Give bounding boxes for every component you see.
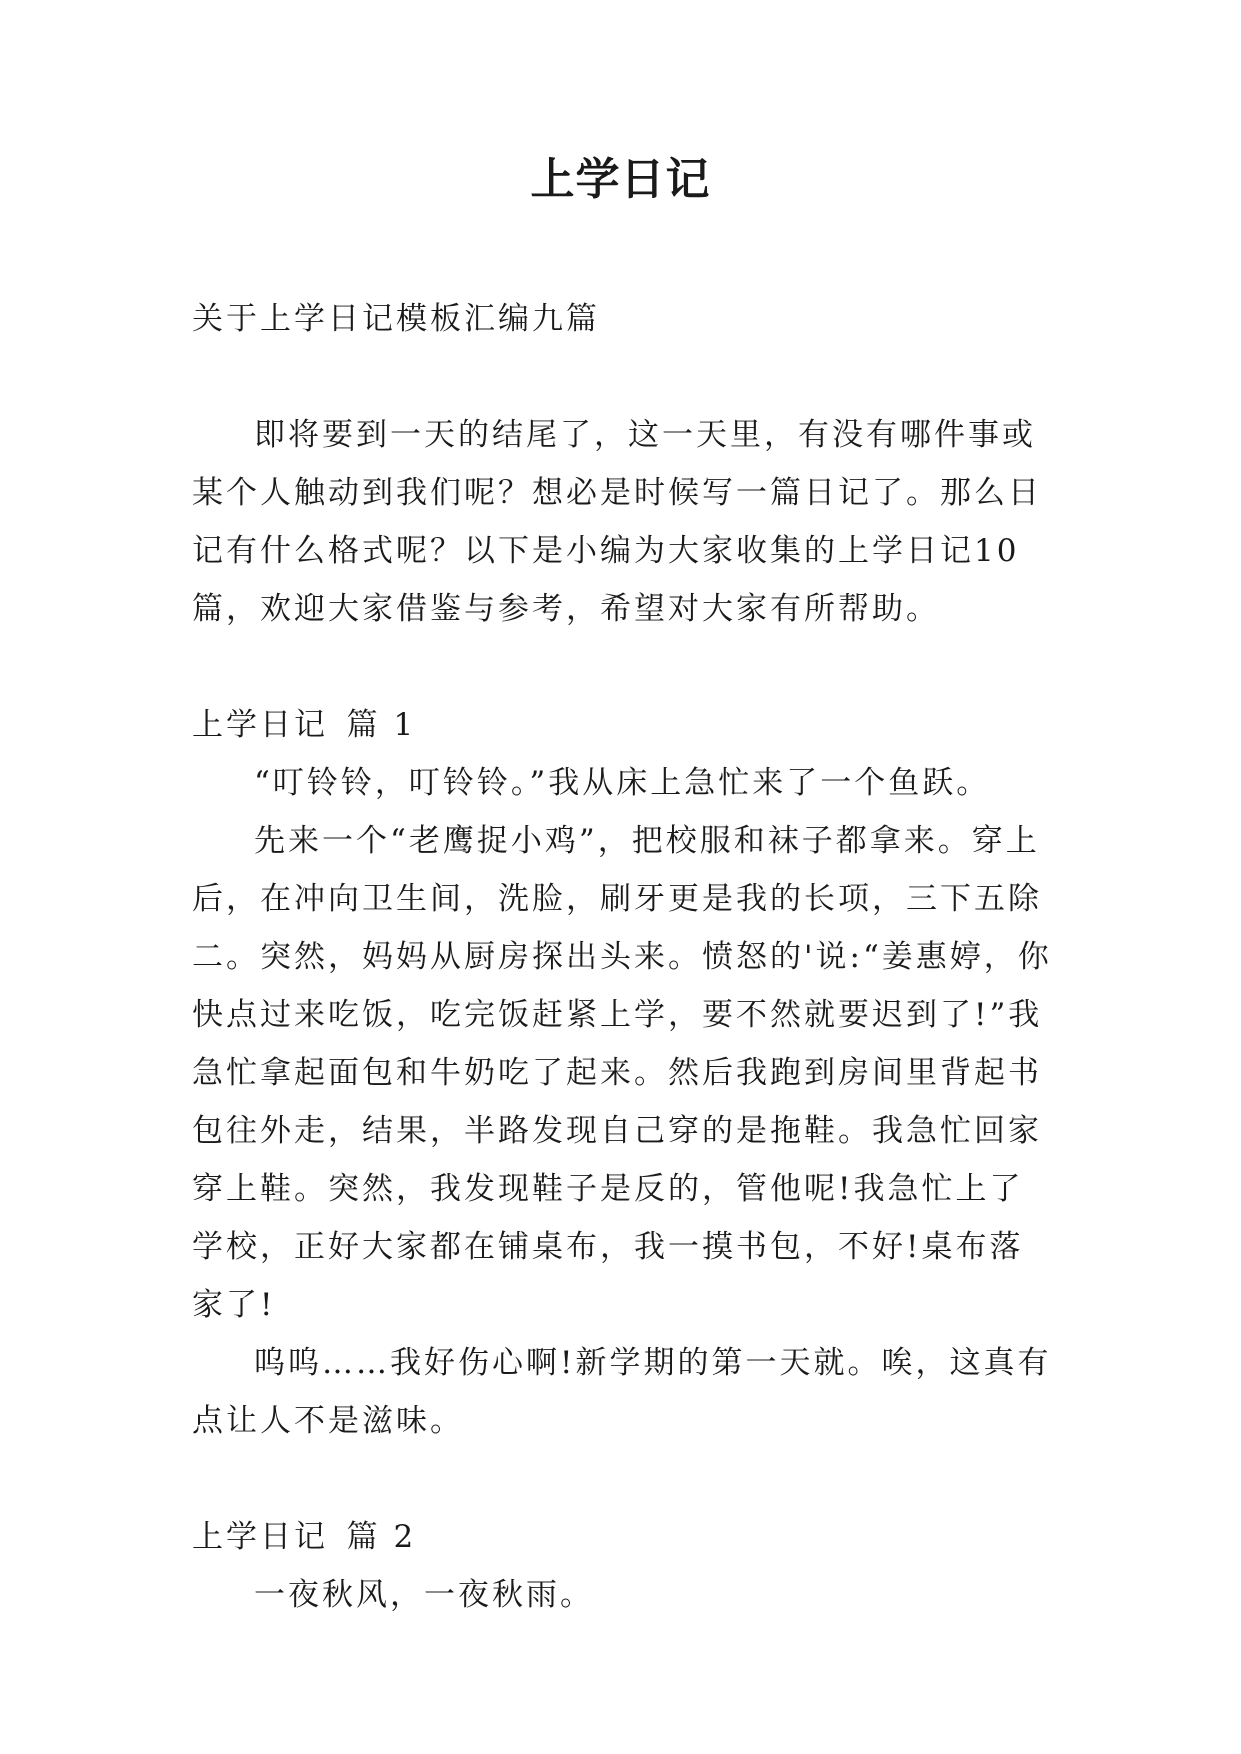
section-heading-number: 篇 1	[346, 707, 417, 743]
document-title: 上学日记	[530, 154, 711, 205]
section-heading-label: 上学日记	[192, 707, 328, 743]
section-2	[192, 1508, 1052, 1624]
section-heading-label: 上学日记	[192, 1519, 328, 1555]
section-heading	[192, 1508, 1052, 1566]
document-subtitle: 关于上学日记模板汇编九篇	[192, 301, 600, 337]
section-heading	[192, 696, 1052, 754]
document-body	[192, 290, 1052, 1624]
section-paragraph: 呜呜……我好伤心啊!新学期的第一天就。唉，这真有点让人不是滋味。	[192, 1345, 1052, 1439]
section-paragraph: “叮铃铃，叮铃铃。”我从床上急忙来了一个鱼跃。	[254, 765, 991, 801]
section-heading-number: 篇 2	[346, 1519, 417, 1555]
section-paragraph: 一夜秋风，一夜秋雨。	[254, 1577, 594, 1613]
section-paragraph: 先来一个“老鹰捉小鸡”，把校服和袜子都拿来。穿上后，在冲向卫生间，洗脸，刷牙更是我的长项，三下五除二。突然，妈妈从厨房探出头来。愤怒的'说:“姜惠婷，你快点过来吃饭，吃完饭赶紧上学，要不然就要迟到了!”我急忙拿起面包和牛奶吃了起来。然后我跑到房间里背起书包往外走，结果，半路发现自己穿的是拖鞋。我急忙回家穿上鞋。突然，我发现鞋子是反的，管他呢!我急忙上了学校，正好大家都在铺桌布，我一摸书包，不好!桌布落家了!	[192, 823, 1052, 1323]
section-1	[192, 696, 1052, 1450]
intro-paragraph: 即将要到一天的结尾了，这一天里，有没有哪件事或某个人触动到我们呢？想必是时候写一篇日记了。那么日记有什么格式呢？以下是小编为大家收集的上学日记10篇，欢迎大家借鉴与参考，希望对大家有所帮助。	[192, 417, 1042, 627]
